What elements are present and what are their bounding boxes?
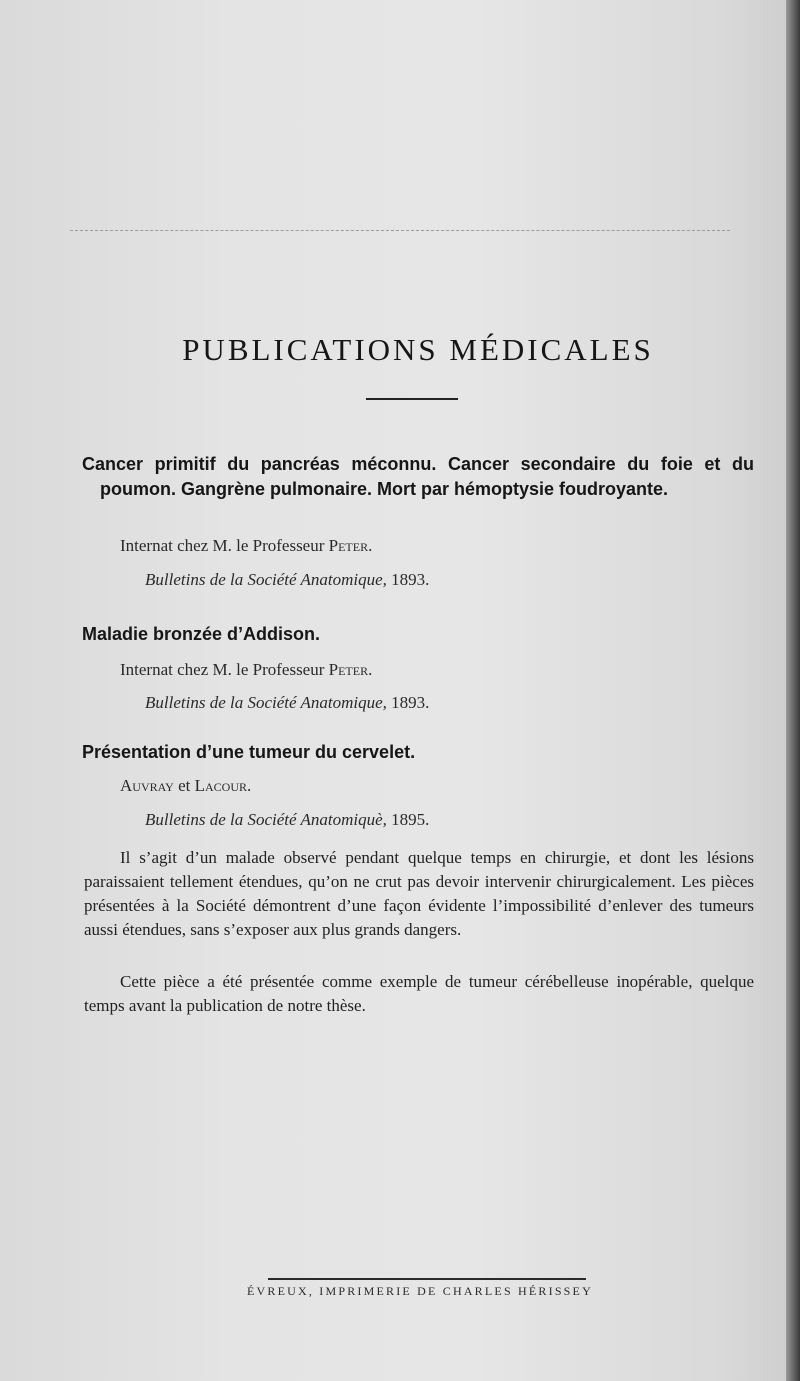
- entry-3-author-name-1: Auvray: [120, 776, 174, 795]
- entry-1-author-prefix: Internat chez M. le Professeur: [120, 536, 329, 555]
- entry-1-author-suffix: .: [368, 536, 373, 555]
- entry-2-journal: Bulletins de la Société Anatomique,: [145, 693, 387, 712]
- entry-2-author-suffix: .: [368, 660, 373, 679]
- entry-2-author: [120, 660, 372, 680]
- entry-3-title-text: Présentation d’une tumeur du cervelet.: [82, 742, 416, 762]
- page-edge-shadow: [786, 0, 800, 1381]
- entry-3-author-name-2: Lacour: [194, 776, 248, 795]
- entry-2-author-prefix: Internat chez M. le Professeur: [120, 660, 329, 679]
- entry-3-author-suffix: .: [247, 776, 252, 795]
- entry-3-author: [120, 776, 251, 796]
- page-title: PUBLICATIONS MÉDICALES: [182, 332, 654, 367]
- entry-1-bulletin: [145, 570, 429, 590]
- footer-rule: [268, 1278, 586, 1280]
- body-paragraph-2: Cette pièce a été présentée comme exemple de tumeur cérébelleuse inopérable, quelque temps avant la publication de notre thèse.: [84, 972, 754, 1015]
- top-dashed-rule: [70, 230, 730, 231]
- entry-1-author: [120, 536, 372, 556]
- entry-3-bulletin: [145, 810, 429, 830]
- entry-1-title-text: Cancer primitif du pancréas méconnu. Cancer secondaire du foie et du poumon. Gangrène pulmonaire. Mort par hémoptysie foudroyante.: [82, 454, 754, 499]
- entry-2-year: 1893.: [391, 693, 430, 712]
- entry-3-year: 1895.: [391, 810, 430, 829]
- entry-2-author-name: Peter: [328, 660, 369, 679]
- entry-3-journal: Bulletins de la Société Anatomiquè,: [145, 810, 387, 829]
- body-paragraph-1: Il s’agit d’un malade observé pendant quelque temps en chirurgie, et dont les lésions paraissaient tellement étendues, qu’on ne crut pas devoir intervenir chirurgicalement. Les pièces présentées à la Société démontrent d’une façon évidente l’impossibilité d’enlever des tumeurs aussi étendues, sans s’exposer aux plus grands dangers.: [84, 848, 754, 939]
- title-rule: [366, 398, 458, 400]
- entry-1-journal: Bulletins de la Société Anatomique,: [145, 570, 387, 589]
- entry-3-title: [82, 740, 754, 765]
- printer-footer: ÉVREUX, IMPRIMERIE DE CHARLES HÉRISSEY: [247, 1284, 593, 1298]
- entry-1-year: 1893.: [391, 570, 430, 589]
- entry-2-bulletin: [145, 693, 429, 713]
- entry-2-title-text: Maladie bronzée d’Addison.: [82, 624, 321, 644]
- entry-1-title: [82, 452, 754, 502]
- entry-3-author-joiner: et: [173, 776, 195, 795]
- entry-2-title: [82, 622, 754, 647]
- entry-1-author-name: Peter: [328, 536, 369, 555]
